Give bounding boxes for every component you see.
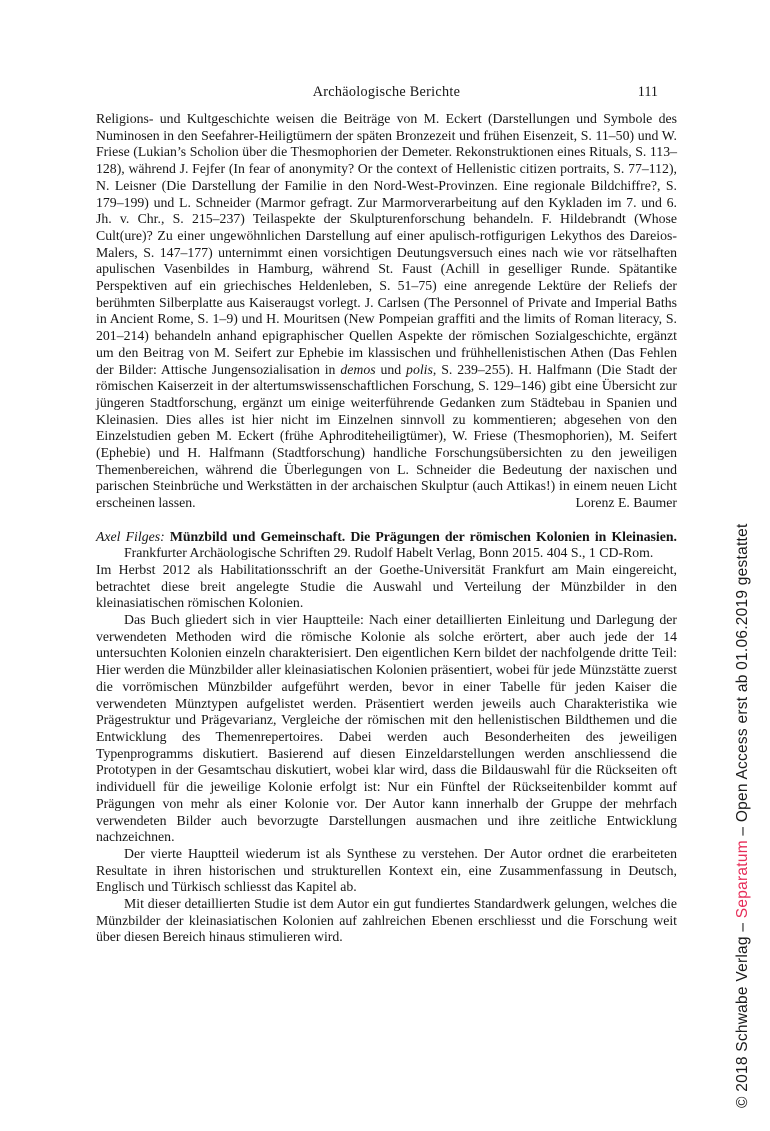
- copyright-sidebar: [734, 523, 752, 1108]
- review-publication-info: Frankfurter Archäologische Schriften 29. Rudolf Habelt Verlag, Bonn 2015. 404 S., 1 CD-Rom.: [124, 545, 654, 561]
- review-filges-paragraph-3: Der vierte Hauptteil wiederum ist als Synthese zu verstehen. Der Autor ordnet die erarbeiteten Resultate in ihren historischen und strukturellen Kontext ein, eine Zusammenfassung in Deutsch, Englisch und Türkisch schliesst das Kapitel ab.: [96, 845, 677, 895]
- page-number: 111: [637, 84, 658, 100]
- review-filges-paragraph-4: Mit dieser detaillierten Studie ist dem Autor ein gut fundiertes Standardwerk gelungen, welches die Münzbilder der kleinasiatischen Kolonien auf zahlreichen Ebenen erschliesst und die Forschung weit über diesen Bereich hinaus stimulieren wird.: [96, 896, 677, 945]
- review-filges-paragraph-1: Im Herbst 2012 als Habilitationsschrift an der Goethe-Universität Frankfurt am Main eingereicht, betrachtet diese breit angelegte Studie die Auswahl und Verteilung der Münzbilder in den kleinasiatischen römischen Kolonien.: [96, 561, 677, 611]
- review-author: Axel Filges:: [96, 528, 165, 544]
- journal-title: Archäologische Berichte: [312, 84, 461, 100]
- open-access-notice: – Open Access erst ab 01.06.2019 gestattet: [734, 523, 751, 841]
- term-polis: polis: [406, 361, 433, 377]
- reviewer-signature: Lorenz E. Baumer: [575, 495, 677, 511]
- separatum-label: Separatum: [734, 840, 751, 919]
- review-book-title: Münzbild und Gemeinschaft. Die Prägungen der römischen Kolonien in Kleinasien.: [169, 528, 677, 544]
- copyright-prefix: © 2018 Schwabe Verlag –: [734, 918, 751, 1108]
- text-column: [96, 84, 677, 946]
- review-baumer-text-2: und: [375, 361, 407, 377]
- review-baumer-text-1: Religions- und Kultgeschichte weisen die Beiträge von M. Eckert (Darstellungen und Symbole des Numinosen in den Seefahrer-Heiligtümern der späten Bronzezeit und frühen Eisenzeit, S. 11–50) und W. Friese (Lukian’s Scholion über die Thesmophorien der Demeter. Rekonstruktionen eines Rituals, S. 113–128), während J. Fejfer (In fear of anonymity? Or the context of Hellenistic citizen portraits, S. 77–112), N. Leisner (Die Darstellung der Familie in den Nord-West-Provinzen. Eine regionale Bildchiffre?, S. 179–199) und L. Schneider (Marmor gefragt. Zur Marmorverarbeitung auf den Kykladen im 7. und 6. Jh. v. Chr., S. 215–237) Teilaspekte der Skulpturenforschung behandeln. F. Hildebrandt (Whose Cult(ure)? Zu einer ungewöhnlichen Darstellung auf einer apulisch-rotfigurigen Lekythos des Dareios-Malers, S. 147–177) unternimmt einen vorsichtigen Deutungsversuch eines nach wie vor rätselhaften apulischen Vasenbildes in Hamburg, während St. Faust (Achill in geselliger Runde. Spätantike Perspektiven auf ein griechisches Heldenleben, S. 51–75) eine anregende Lektüre der Reliefs der berühmten Silberplatte aus Kaiseraugst vorlegt. J. Carlsen (The Personnel of Private and Imperial Baths in Ancient Rome, S. 1–9) und H. Mouritsen (New Pompeian graffiti and the limits of Roman literacy, S. 201–214) behandeln anhand epigraphischer Quellen Aspekte der römischen Sozialgeschichte, ergänzt um den Beitrag von M. Seifert zur Ephebie im klassischen und frühhellenistischen Athen (Das Fehlen der Bilder: Attische Jungensozialisation in: [96, 111, 677, 377]
- page-body: [96, 111, 677, 946]
- page-header: [96, 84, 677, 100]
- review-filges-heading: [96, 529, 677, 562]
- review-baumer-paragraph: [96, 111, 677, 512]
- review-baumer-text-3: , S. 239–255). H. Halfmann (Die Stadt der römischen Kaiserzeit in der altertumswissenschaftlichen Forschung, S. 129–146) gibt eine Übersicht zur jüngeren Stadtforschung, ergänzt um einige weiterführende Gedanken zum Städtebau in Spanien und Kleinasien. Dies alles ist hier nicht im Einzelnen sinnvoll zu kommentieren; abgesehen von den Einzelstudien geben M. Eckert (frühe Aphroditeheiligtümer), W. Friese (Thesmophorien), M. Seifert (Ephebie) und H. Halfmann (Stadtforschung) handliche Forschungsübersichten zu den jeweiligen Themenbereichen, während die Überlegungen von L. Schneider die Bedeutung der naxischen und parischen Steinbrüche und Werkstätten in der archaischen Skulptur (auch Attikas!) in einem neuen Licht erscheinen lassen.: [96, 361, 677, 511]
- term-demos: demos: [340, 361, 376, 377]
- review-filges-paragraph-2: Das Buch gliedert sich in vier Hauptteile: Nach einer detaillierten Einleitung und Darlegung der verwendeten Methoden wird die römische Kolonie als solche erörtert, aber auch jede der 14 untersuchten Kolonien einzeln charakterisiert. Den eigentlichen Kern bildet der nachfolgende dritte Teil: Hier werden die Münzbilder aller kleinasiatischen Kolonien präsentiert, wobei für jede Münzstätte zuerst die vorrömischen Münzbilder aufgeführt werden, bevor in einer Tabelle für jeden Kaiser die verwendeten Münztypen aufgelistet werden. Präsentiert werden jeweils auch Charakteristika wie Prägestruktur und Prägevarianz, Vergleiche der römischen mit den hellenistischen Bildthemen und die Entwicklung des Themenrepertoires. Dabei werden auch Besonderheiten des jeweiligen Typenprogramms diskutiert. Basierend auf diesen Einzeldarstellungen werden anschliessend die Prototypen in der Gesamtschau diskutiert, wobei klar wird, dass die Bildauswahl für die Rückseiten oft individuell für die jeweilige Kolonie erfolgt ist: Nur ein Fünftel der Rückseitenbilder kommt auf Prägungen von mehr als einer Kolonie vor. Der Autor kann innerhalb der Gruppe der mehrfach verwendeten Bilder auch bevorzugte Darstellungen ausmachen und ihre zeitliche Entwicklung nachzeichnen.: [96, 612, 677, 845]
- section-gap: [96, 512, 677, 529]
